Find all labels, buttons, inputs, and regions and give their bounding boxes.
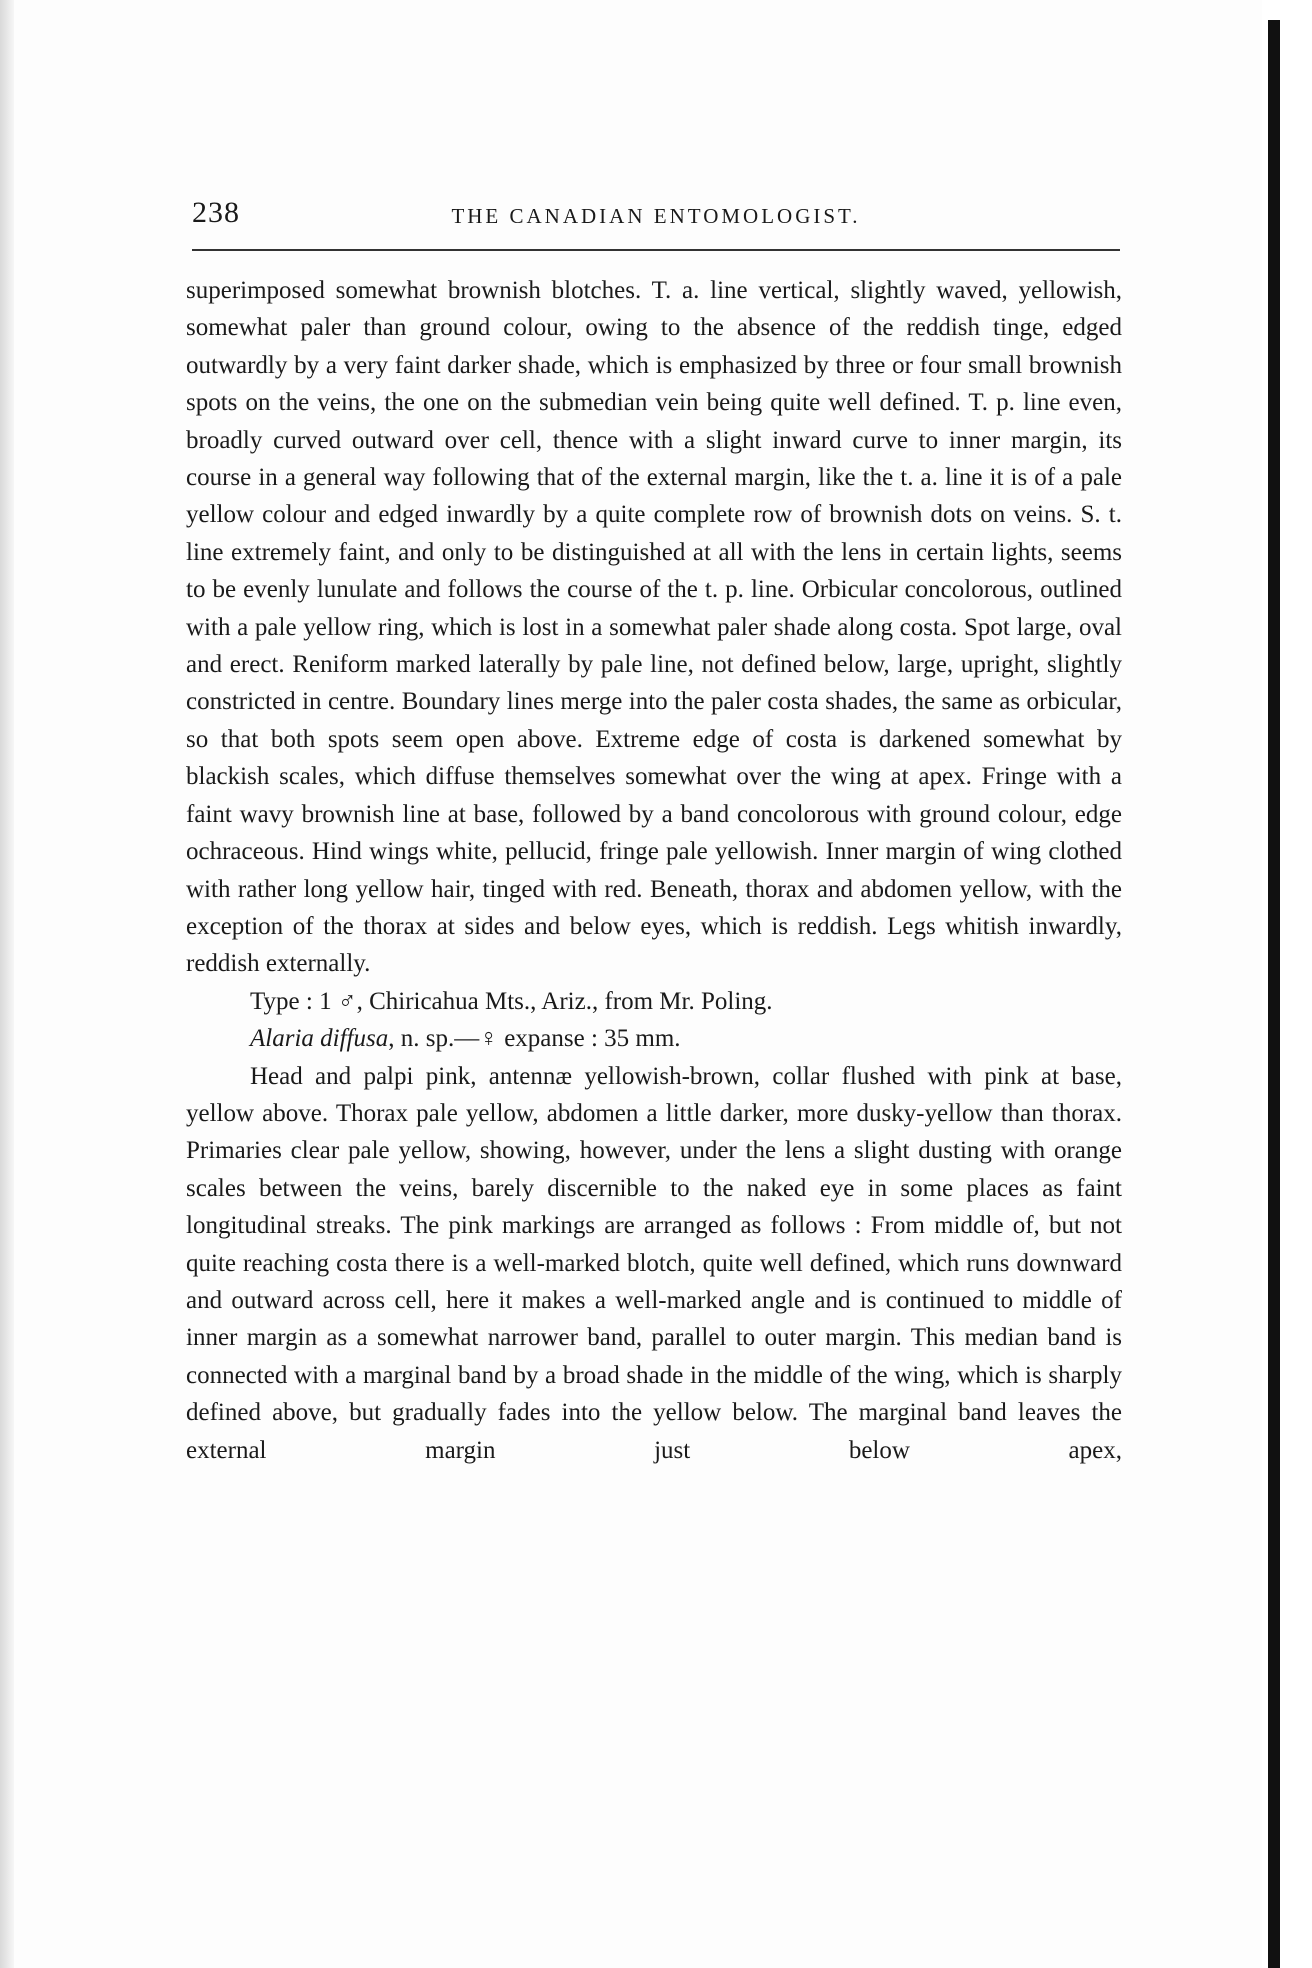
species-heading-rest: , n. sp.—♀ expanse : 35 mm. bbox=[388, 1025, 681, 1053]
header-rule bbox=[192, 249, 1120, 251]
paragraph-type-locality: Type : 1 ♂, Chiricahua Mts., Ariz., from Mr. Poling. bbox=[250, 987, 773, 1015]
book-spine-edge bbox=[1268, 20, 1280, 1968]
paragraph-species-description: Head and palpi pink, antennæ yellowish-brown, collar flushed with pink at base, yellow above. Thorax pale yellow, abdomen a little darker, more dusky-yellow than thorax. Primaries clear pale yellow, showing, however, under the lens a slight dusting with orange scales between the veins, barely discernible to the naked eye in some places as faint longitudinal streaks. The pink markings are arranged as follows : From middle of, but not quite reaching costa there is a well-marked blotch, quite well defined, which runs downward and outward across cell, here it makes a well-marked angle and is continued to middle of inner margin as a somewhat narrower band, parallel to outer margin. This median band is connected with a marginal band by a broad shade in the middle of the wing, which is sharply defined above, but gradually fades into the yellow below. The marginal band leaves the external margin just below apex, bbox=[186, 1062, 1122, 1464]
paragraph-species-heading bbox=[186, 1020, 1122, 1057]
page-header bbox=[192, 196, 1120, 236]
paragraph-description-continued: superimposed somewhat brownish blotches. T. a. line vertical, slightly waved, yellowish, somewhat paler than ground colour, owing to the absence of the reddish tinge, edged outwardly by a very faint darker shade, which is emphasized by three or four small brownish spots on the veins, the one on the submedian vein being quite well defined. T. p. line even, broadly curved outward over cell, thence with a slight inward curve to inner margin, its course in a general way following that of the external margin, like the t. a. line it is of a pale yellow colour and edged inwardly by a quite complete row of brownish dots on veins. S. t. line extremely faint, and only to be distinguished at all with the lens in certain lights, seems to be evenly lunulate and follows the course of the t. p. line. Orbicular concolorous, outlined with a pale yellow ring, which is lost in a somewhat paler shade along costa. Spot large, oval and erect. Reniform marked laterally by pale line, not defined below, large, upright, slightly constricted in centre. Boundary lines merge into the paler costa shades, the same as orbicular, so that both spots seem open above. Extreme edge of costa is darkened somewhat by blackish scales, which diffuse themselves somewhat over the wing at apex. Fringe with a faint wavy brownish line at base, followed by a band concolorous with ground colour, edge ochraceous. Hind wings white, pellucid, fringe pale yellowish. Inner margin of wing clothed with rather long yellow hair, tinged with red. Beneath, thorax and abdomen yellow, with the exception of the thorax at sides and below eyes, which is reddish. Legs whitish inwardly, reddish externally. bbox=[186, 277, 1122, 978]
page-number: 238 bbox=[192, 196, 240, 229]
body-text bbox=[186, 272, 1122, 1469]
page-left-edge-shadow bbox=[0, 0, 14, 1968]
species-name: Alaria diffusa bbox=[250, 1025, 389, 1053]
running-title: THE CANADIAN ENTOMOLOGIST. bbox=[451, 204, 861, 228]
